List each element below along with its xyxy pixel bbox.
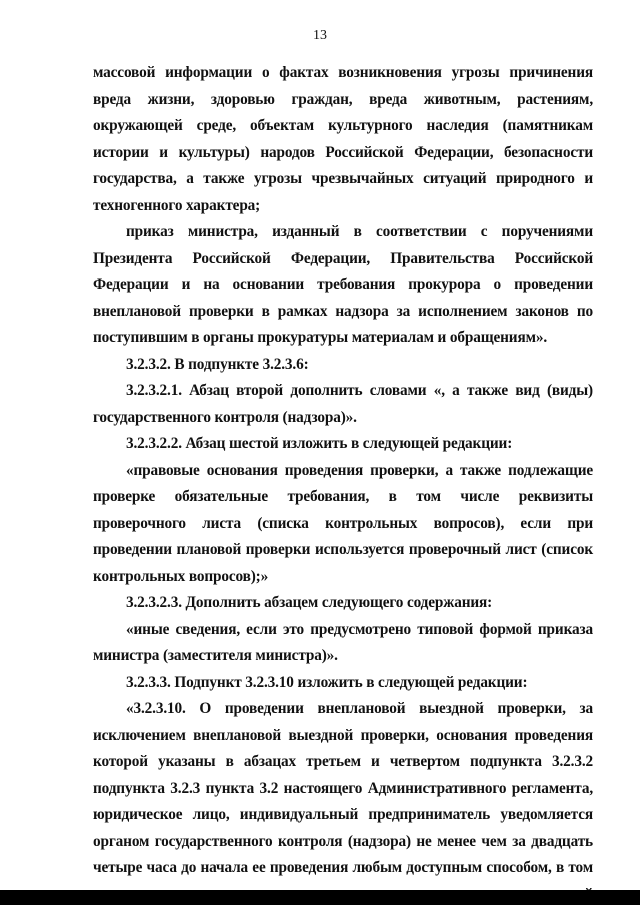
scan-bottom-edge bbox=[0, 890, 640, 905]
paragraph-1: массовой информации о фактах возникновения угрозы причинения вреда жизни, здоровью граждан, вреда животным, растениям, окружающей среде, объектам культурного наследия (памятникам истории и культуры) народов Российской Федерации, безопасности государства, а также угрозы чрезвычайных ситуаций природного и техногенного характера; bbox=[93, 64, 593, 214]
paragraph-5: 3.2.3.2.2. Абзац шестой изложить в следующей редакции: bbox=[126, 435, 513, 452]
document-body bbox=[93, 60, 593, 908]
paragraph-6: «правовые основания проведения проверки, а также подлежащие проверке обязательные требования, в том числе реквизиты проверочного листа (списка контрольных вопросов), если при проведении плановой проверки используется проверочный лист (список контрольных вопросов);» bbox=[93, 461, 593, 585]
paragraph-4: 3.2.3.2.1. Абзац второй дополнить словами «, а также вид (виды) государственного контроля (надзора)». bbox=[93, 382, 593, 426]
paragraph-3: 3.2.3.2. В подпункте 3.2.3.6: bbox=[126, 355, 309, 373]
paragraph-2: приказ министра, изданный в соответствии с поручениями Президента Российской Федерации, Правительства Российской Федерации и на основании требования прокурора о проведении внеплановой проверки в рамках надзора за исполнением законов по поступившим в органы прокуратуры материалам и обращениям». bbox=[93, 223, 593, 346]
paragraph-7: 3.2.3.2.3. Дополнить абзацем следующего содержания: bbox=[126, 594, 493, 611]
paragraph-9: 3.2.3.3. Подпункт 3.2.3.10 изложить в следующей редакции: bbox=[126, 673, 528, 691]
page-number: 13 bbox=[313, 28, 327, 43]
paragraph-8: «иные сведения, если это предусмотрено типовой формой приказа министра (заместителя министра)». bbox=[93, 620, 593, 664]
paragraph-10: «3.2.3.10. О проведении внеплановой выездной проверки, за исключением внеплановой выездной проверки, основания проведения которой указаны в абзацах третьем и четвертом подпункта 3.2.3.2 подпункта 3.2.3 пункта 3.2 настоящего Административного регламента, юридическое лицо, индивидуальный предприниматель уведомляется органом государственного контроля (надзора) не менее чем за двадцать четыре часа до начала ее проведения любым доступным способом, в том bbox=[93, 700, 593, 876]
